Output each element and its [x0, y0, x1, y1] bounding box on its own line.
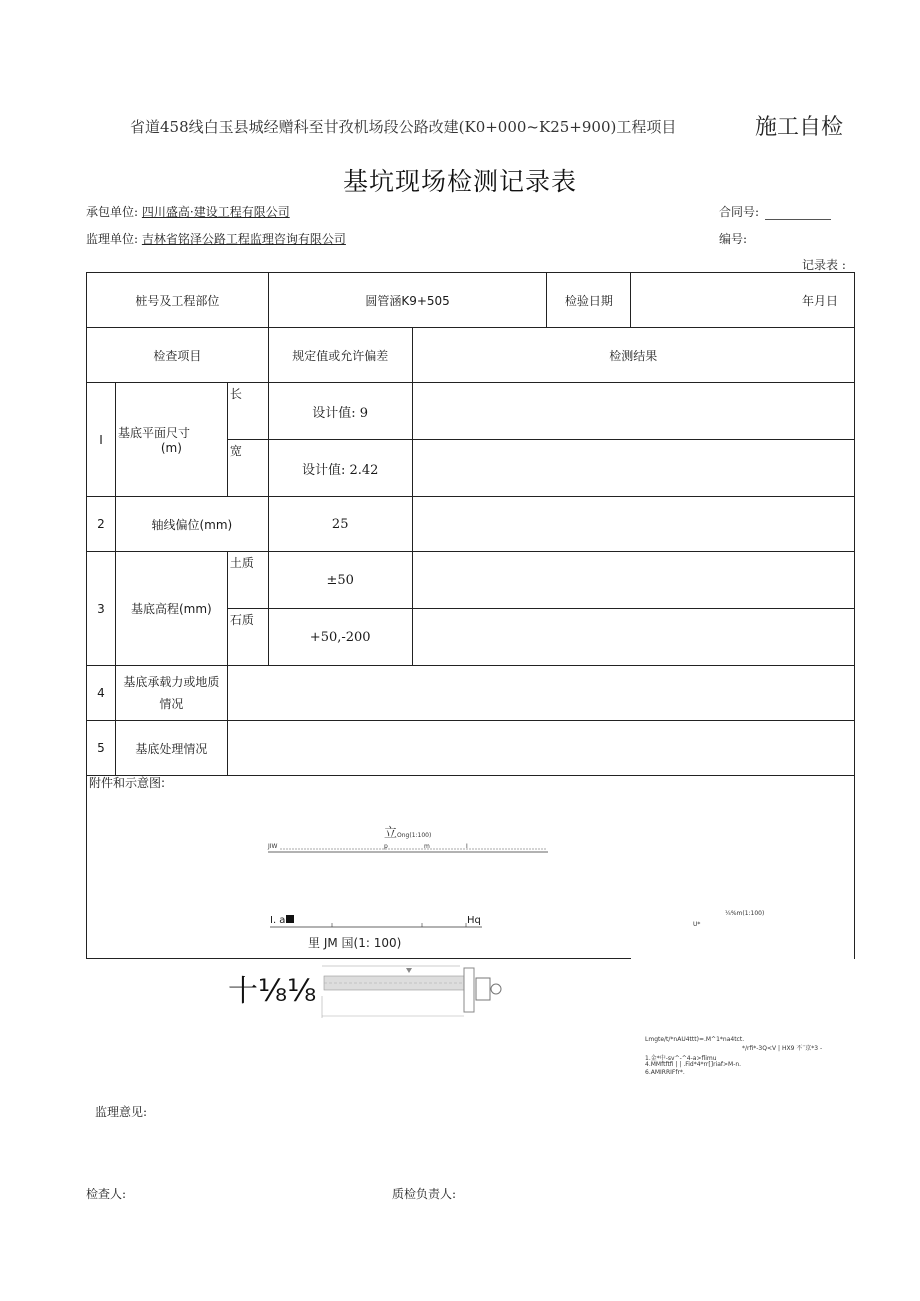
- result-cell[interactable]: [227, 721, 854, 776]
- col-result-header: 检测结果: [412, 328, 854, 383]
- dim-mid-label: p: [384, 843, 388, 850]
- plan-line: [270, 920, 485, 930]
- elevation-dimension-line: [268, 843, 550, 855]
- spec-value: 设计值: 9: [268, 383, 412, 440]
- pipe-end-wall: [464, 968, 474, 1012]
- supervisor-row: [86, 230, 346, 247]
- table-row: [87, 552, 855, 609]
- result-cell[interactable]: [412, 383, 854, 440]
- elevation-title-text: 立: [384, 826, 398, 841]
- supervisor-label: 监理单位:: [86, 232, 139, 246]
- item-name-line: 基底承载力或地质: [123, 675, 220, 689]
- item-unit: (m): [160, 441, 182, 455]
- note-line: 4.MMftftfi | | .Fid*4*rr[]riaf>M-n.: [645, 1061, 742, 1068]
- table-row: [87, 497, 855, 552]
- table-row: [87, 721, 855, 776]
- plan-title: 里 JM 国(1: 100): [308, 936, 402, 950]
- attachment-label: 附件和示意图:: [89, 776, 166, 790]
- page-title: 基坑现场检测记录表: [342, 167, 577, 196]
- plan-right-label: Hq: [467, 915, 481, 926]
- result-cell[interactable]: [412, 440, 854, 497]
- contract-no-row: [719, 203, 831, 220]
- plan-left-label: I. a: [270, 915, 286, 926]
- contract-no-blank: [765, 207, 831, 220]
- item-name: 基底高程(mm): [115, 552, 227, 666]
- sub-item-name: 土质: [227, 552, 268, 609]
- col-item-header: 检查项目: [87, 328, 269, 383]
- dim-right-label: I: [466, 843, 468, 850]
- spec-value: ±50: [268, 552, 412, 609]
- contractor-label: 承包单位:: [86, 205, 139, 219]
- spec-value: +50,-200: [268, 609, 412, 666]
- spec-value: 25: [268, 497, 412, 552]
- date-value: 年月日: [631, 273, 855, 328]
- contractor-value: 四川盛高·建设工程有限公司: [141, 205, 290, 219]
- result-cell[interactable]: [412, 552, 854, 609]
- note-line: */rfi*-3Q<V | HX9 不¨京*3 -: [742, 1045, 823, 1052]
- row-no: 4: [87, 666, 116, 721]
- col-spec-header: 规定值或允许偏差: [268, 328, 412, 383]
- table-row: [87, 383, 855, 440]
- record-label: 记录表 :: [802, 258, 846, 272]
- item-name: 基底处理情况: [115, 721, 227, 776]
- note-line: Lmgte/t/*nAU4ttt)=.M^1*na4tct.: [645, 1036, 745, 1043]
- pipe-end-cap: [476, 978, 490, 1000]
- big-glyph: 十⅛⅛: [228, 974, 317, 1009]
- elevation-scale: Ong(1:100): [397, 832, 432, 839]
- result-cell[interactable]: [227, 666, 854, 721]
- table-row: [87, 273, 855, 328]
- pipe-outlet-icon: [491, 984, 501, 994]
- item-name: 轴线偏位(mm): [115, 497, 268, 552]
- side-note: U*: [693, 921, 701, 928]
- attachment-box: [86, 771, 855, 959]
- inspector-label: 检查人:: [86, 1187, 127, 1201]
- dim-left-label: JIW: [268, 843, 278, 850]
- supervisor-value: 吉林省铭泽公路工程监理咨询有限公司: [141, 232, 346, 246]
- side-scale: ¼%m(1:100): [725, 910, 765, 917]
- spec-value: 设计值: 2.42: [268, 440, 412, 497]
- note-line: 1.金*中-sv^-^4-a>flimu: [645, 1055, 717, 1062]
- item-name: [115, 383, 227, 497]
- item-name-line: 基底平面尺寸: [117, 426, 190, 440]
- serial-no-label: 编号:: [719, 232, 748, 246]
- sub-item-name: 长: [227, 383, 268, 440]
- supervision-opinion-label: 监理意见:: [95, 1105, 148, 1119]
- attachment-bottom-border: [86, 958, 631, 959]
- pipe-drawing: [320, 962, 516, 1022]
- sub-item-name: 宽: [227, 440, 268, 497]
- note-line: 6.AMIRRIFfr*.: [645, 1069, 685, 1076]
- inspect-date-label: 检验日期: [547, 273, 631, 328]
- dim-mid2-label: m: [424, 843, 430, 850]
- row-no: 5: [87, 721, 116, 776]
- row-no: I: [87, 383, 116, 497]
- station-value: 圆管涵K9+505: [268, 273, 547, 328]
- self-check-label: 施工自检: [755, 115, 844, 140]
- contractor-row: [86, 203, 290, 220]
- sub-item-name: 石质: [227, 609, 268, 666]
- qc-head-label: 质检负责人:: [392, 1187, 457, 1201]
- item-name-line: 情况: [159, 697, 184, 711]
- row-no: 3: [87, 552, 116, 666]
- station-label: 桩号及工程部位: [87, 273, 269, 328]
- table-row: [87, 666, 855, 721]
- contract-no-label: 合同号:: [719, 205, 760, 219]
- row-no: 2: [87, 497, 116, 552]
- table-row: [87, 328, 855, 383]
- pipe-arrow-icon: [406, 968, 412, 973]
- result-cell[interactable]: [412, 609, 854, 666]
- item-name: [115, 666, 227, 721]
- result-cell[interactable]: [412, 497, 854, 552]
- project-title: 省道458线白玉县城经赠科至甘孜机场段公路改建(K0+000~K25+900)工程项目: [130, 118, 677, 136]
- elevation-title: [384, 822, 431, 841]
- inspection-table: [86, 272, 855, 776]
